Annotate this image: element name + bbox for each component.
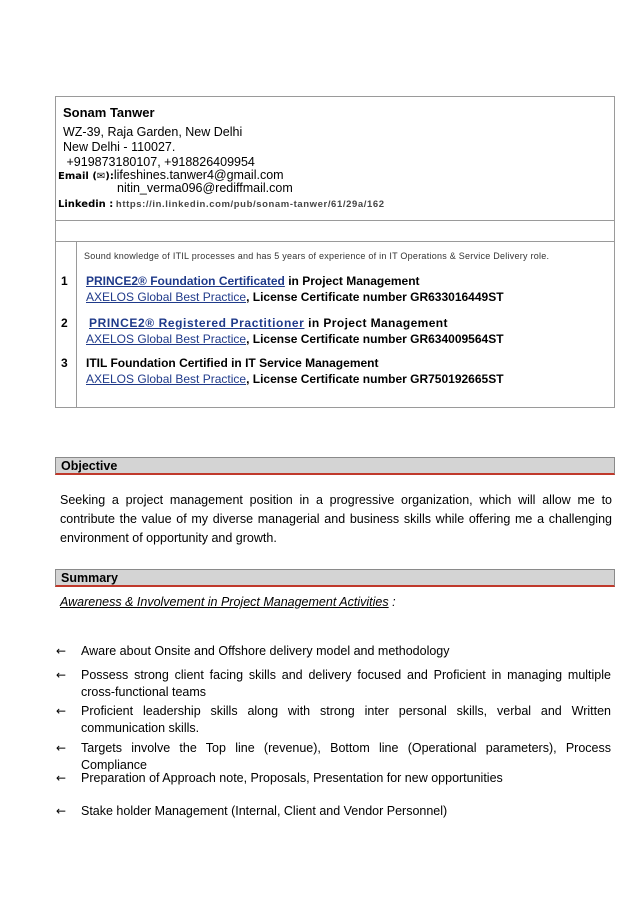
- left-arrow-icon: ←: [56, 804, 67, 818]
- divider: [76, 241, 77, 408]
- email-secondary[interactable]: nitin_verma096@rediffmail.com: [117, 181, 293, 195]
- left-arrow-icon: ←: [56, 741, 67, 755]
- candidate-name: Sonam Tanwer: [63, 105, 155, 120]
- bullet-text: Targets involve the Top line (revenue), Bottom line (Operational parameters), Process Compliance: [81, 741, 611, 772]
- cert-license: , License Certificate number GR634009564ST: [246, 332, 504, 346]
- list-item: [56, 770, 610, 787]
- summary-subtitle-line: [60, 595, 396, 609]
- objective-text: Seeking a project management position in a progressive organization, which will allow me to contribute the value of my diverse managerial and business skills while offering me a challenging environment of opportunity and growth.: [60, 493, 612, 545]
- cert-suffix: in Project Management: [284, 274, 420, 288]
- cert-license: , License Certificate number GR633016449ST: [246, 290, 504, 304]
- list-item: [56, 740, 611, 772]
- linkedin-link[interactable]: https://in.linkedin.com/pub/sonam-tanwer/61/29a/162: [115, 199, 385, 210]
- certification-item: [86, 315, 606, 347]
- list-item: [56, 703, 610, 737]
- left-arrow-icon: ←: [56, 704, 67, 718]
- objective-heading: Objective: [55, 457, 615, 475]
- itil-statement: Sound knowledge of ITIL processes and has 5 years of experience of in IT Operations & Service Delivery role.: [84, 251, 550, 261]
- bullet-text: Possess strong client facing skills and delivery focused and Proficient in managing multiple cross-functional teams: [81, 668, 611, 699]
- bullet-text: Preparation of Approach note, Proposals, Presentation for new opportunities: [81, 771, 503, 785]
- linkedin-line: [58, 199, 385, 210]
- cert-number: 1: [61, 274, 68, 288]
- cert-number: 3: [61, 356, 68, 370]
- cert-org-link[interactable]: AXELOS Global Best Practice: [86, 290, 247, 304]
- address-line-2: New Delhi - 110027.: [63, 140, 176, 154]
- email-primary[interactable]: lifeshines.tanwer4@gmail.com: [113, 168, 284, 182]
- linkedin-label: Linkedin :: [58, 199, 114, 210]
- address-line-1: WZ-39, Raja Garden, New Delhi: [63, 125, 243, 139]
- email-line: [58, 168, 284, 182]
- cert-license: , License Certificate number GR750192665ST: [246, 372, 504, 386]
- summary-subtitle: Awareness & Involvement in Project Management Activities: [60, 595, 389, 609]
- bullet-text: Proficient leadership skills along with strong inter personal skills, verbal and Written communication skills.: [81, 704, 611, 735]
- list-item: [56, 803, 610, 820]
- bullet-text: Aware about Onsite and Offshore delivery model and methodology: [81, 644, 450, 658]
- left-arrow-icon: ←: [56, 771, 67, 785]
- certification-item: [86, 273, 606, 305]
- divider: [55, 220, 615, 221]
- bullet-text: Stake holder Management (Internal, Client and Vendor Personnel): [81, 804, 448, 818]
- left-arrow-icon: ←: [56, 644, 67, 658]
- cert-org-link[interactable]: AXELOS Global Best Practice: [86, 332, 247, 346]
- cert-title-link[interactable]: PRINCE2® Registered Practitioner: [89, 316, 305, 330]
- cert-number: 2: [61, 316, 68, 330]
- cert-org-link[interactable]: AXELOS Global Best Practice: [86, 372, 247, 386]
- list-item: [56, 667, 610, 701]
- subtitle-colon: :: [388, 595, 396, 609]
- cert-title: ITIL Foundation Certified in IT Service Management: [86, 356, 379, 370]
- phone-line: [58, 155, 255, 169]
- certification-item: [86, 355, 606, 387]
- phone-numbers: +919873180107, +918826409954: [66, 155, 255, 169]
- cert-title-link[interactable]: PRINCE2® Foundation Certificated: [86, 274, 285, 288]
- divider: [55, 241, 615, 242]
- cert-suffix: in Project Management: [304, 316, 448, 330]
- left-arrow-icon: ←: [56, 668, 67, 682]
- email-label: Email (✉):: [58, 171, 114, 182]
- list-item: [56, 643, 610, 660]
- summary-heading: Summary: [55, 569, 615, 587]
